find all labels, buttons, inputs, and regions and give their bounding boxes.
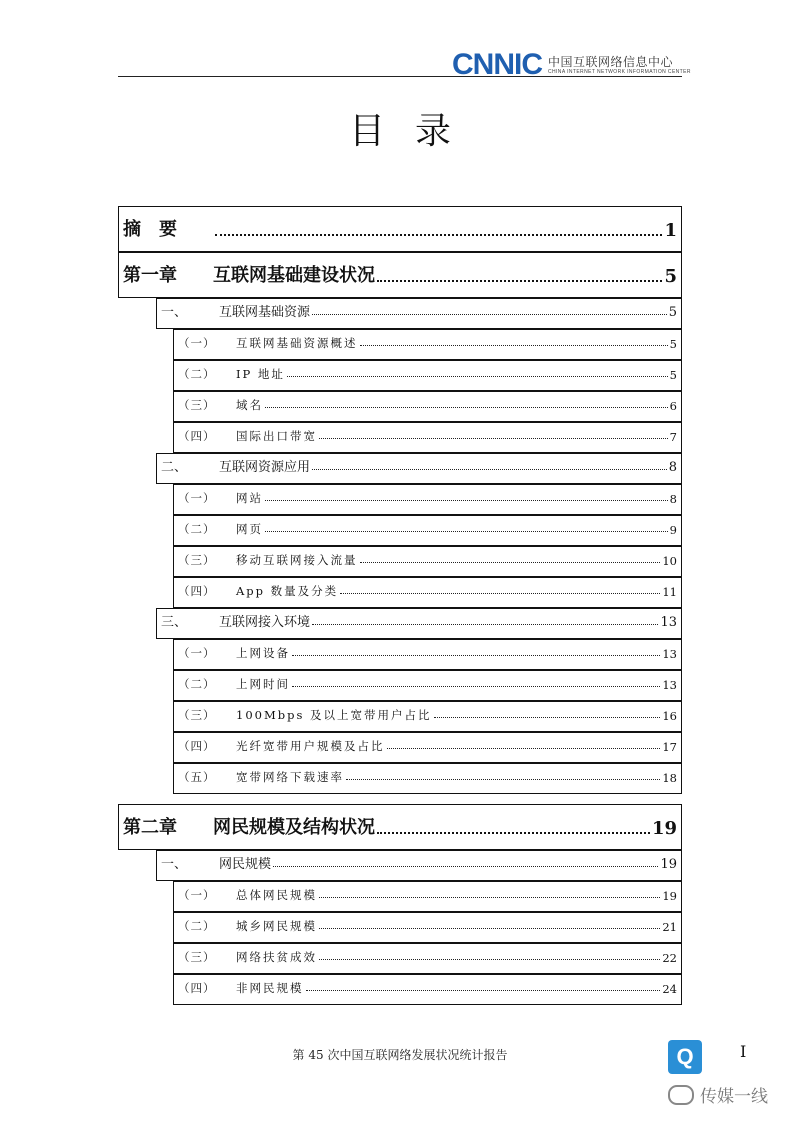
toc-entry-title: 互联网资源应用: [219, 460, 311, 475]
toc-entry-page: 11: [662, 585, 677, 599]
table-of-contents: [118, 206, 682, 1005]
toc-entry-page: 6: [669, 399, 677, 413]
toc-entry-page: 19: [660, 857, 677, 872]
toc-entry-level-2[interactable]: [173, 881, 682, 912]
toc-entry-level-2[interactable]: [173, 974, 682, 1005]
toc-entry-title: 上网时间: [236, 677, 290, 691]
toc-entry-level-1[interactable]: [156, 298, 682, 329]
toc-dot-leader: [265, 407, 668, 408]
watermark-logo-icon: Q: [668, 1040, 702, 1074]
toc-entry-page: 21: [662, 920, 677, 934]
toc-dot-leader: [319, 928, 660, 929]
toc-entry-number: （四）: [178, 739, 216, 753]
toc-entry-number: 第一章: [123, 265, 177, 286]
toc-entry-number: （三）: [178, 398, 216, 412]
toc-entry-number: 一、: [161, 305, 188, 320]
toc-entry-number: （二）: [178, 919, 216, 933]
toc-entry-page: 22: [662, 951, 677, 965]
toc-entry-number: 一、: [161, 857, 188, 872]
toc-entry-title: 上网设备: [236, 646, 290, 660]
toc-entry-number: （四）: [178, 429, 216, 443]
toc-dot-leader: [292, 655, 660, 656]
toc-entry-title: 光纤宽带用户规模及占比: [236, 739, 385, 753]
toc-dot-leader: [312, 624, 658, 625]
toc-entry-level-2[interactable]: [173, 701, 682, 732]
toc-entry-number: （二）: [178, 522, 216, 536]
toc-entry-level-2[interactable]: [173, 912, 682, 943]
toc-entry-level-0[interactable]: [118, 206, 682, 252]
toc-entry-title: 网络扶贫成效: [236, 950, 317, 964]
page-title: 目录: [348, 111, 481, 152]
toc-entry-level-1[interactable]: [156, 608, 682, 639]
watermark-text: 传媒一线: [700, 1087, 768, 1107]
toc-entry-page: 18: [662, 771, 677, 785]
toc-entry-number: 三、: [161, 615, 188, 630]
toc-entry-title: 移动互联网接入流量: [236, 553, 358, 567]
toc-entry-level-0[interactable]: [118, 804, 682, 850]
toc-entry-number: （五）: [178, 770, 216, 784]
toc-entry-title: 100Mbps 及以上宽带用户占比: [236, 708, 432, 722]
toc-entry-title: 网站: [236, 491, 263, 505]
logo-chinese-name: 中国互联网络信息中心: [548, 54, 674, 69]
toc-dot-leader: [312, 314, 667, 315]
toc-entry-title: 互联网基础资源: [219, 305, 311, 320]
toc-dot-leader: [377, 280, 662, 282]
toc-entry-level-1[interactable]: [156, 850, 682, 881]
toc-entry-level-1[interactable]: [156, 453, 682, 484]
cnnic-logo-mark: CNNIC: [452, 48, 542, 81]
toc-entry-title: 非网民规模: [236, 981, 304, 995]
toc-entry-title: 宽带网络下载速率: [236, 770, 344, 784]
footer-report-title: 第 45 次中国互联网络发展状况统计报告: [292, 1048, 508, 1062]
toc-dot-leader: [360, 345, 668, 346]
toc-entry-page: 19: [651, 818, 677, 839]
toc-entry-level-2[interactable]: [173, 360, 682, 391]
toc-dot-leader: [306, 990, 661, 991]
toc-dot-leader: [340, 593, 660, 594]
toc-dot-leader: [273, 866, 658, 867]
toc-entry-page: 5: [664, 266, 677, 287]
toc-dot-leader: [319, 959, 660, 960]
toc-entry-level-2[interactable]: [173, 329, 682, 360]
toc-dot-leader: [434, 717, 661, 718]
toc-entry-number: （四）: [178, 981, 216, 995]
toc-entry-page: 24: [662, 982, 677, 996]
toc-entry-title: 国际出口带宽: [236, 429, 317, 443]
toc-entry-level-0[interactable]: [118, 252, 682, 298]
toc-entry-level-2[interactable]: [173, 515, 682, 546]
wechat-icon: [668, 1085, 694, 1105]
toc-entry-title: App 数量及分类: [236, 584, 339, 598]
toc-entry-title: 互联网接入环境: [219, 615, 311, 630]
toc-entry-page: 7: [669, 430, 677, 444]
toc-dot-leader: [312, 469, 667, 470]
toc-dot-leader: [387, 748, 661, 749]
toc-dot-leader: [265, 500, 668, 501]
toc-entry-number: （二）: [178, 677, 216, 691]
header-rule: [118, 76, 682, 77]
toc-entry-title: 总体网民规模: [236, 888, 317, 902]
toc-dot-leader: [215, 234, 662, 236]
toc-entry-number: （一）: [178, 336, 216, 350]
toc-entry-page: 8: [668, 460, 677, 475]
toc-entry-number: （三）: [178, 950, 216, 964]
toc-entry-level-2[interactable]: [173, 732, 682, 763]
toc-entry-number: 第二章: [123, 817, 177, 838]
toc-dot-leader: [319, 438, 668, 439]
toc-entry-level-2[interactable]: [173, 422, 682, 453]
toc-entry-page: 13: [662, 678, 677, 692]
toc-entry-level-2[interactable]: [173, 670, 682, 701]
toc-entry-level-2[interactable]: [173, 763, 682, 794]
toc-entry-number: （一）: [178, 646, 216, 660]
toc-entry-title: 城乡网民规模: [236, 919, 317, 933]
toc-entry-level-2[interactable]: [173, 639, 682, 670]
toc-entry-page: 5: [669, 337, 677, 351]
toc-entry-page: 16: [662, 709, 677, 723]
toc-entry-level-2[interactable]: [173, 484, 682, 515]
toc-entry-page: 8: [669, 492, 677, 506]
toc-dot-leader: [346, 779, 660, 780]
toc-entry-page: 10: [662, 554, 677, 568]
toc-entry-page: 5: [668, 305, 677, 320]
toc-entry-page: 19: [662, 889, 677, 903]
toc-entry-page: 13: [660, 615, 677, 630]
toc-entry-page: 17: [662, 740, 677, 754]
toc-entry-title: 网民规模: [219, 857, 272, 872]
toc-entry-number: （二）: [178, 367, 216, 381]
watermark: [668, 1082, 768, 1107]
page-number: I: [740, 1042, 747, 1061]
toc-dot-leader: [287, 376, 668, 377]
toc-entry-title: IP 地址: [236, 367, 285, 381]
toc-entry-level-2[interactable]: [173, 577, 682, 608]
toc-dot-leader: [292, 686, 660, 687]
toc-dot-leader: [319, 897, 660, 898]
toc-dot-leader: [377, 832, 650, 834]
toc-entry-title: 互联网基础建设状况: [213, 265, 375, 286]
logo-english-name: CHINA INTERNET NETWORK INFORMATION CENTER: [548, 68, 691, 75]
toc-entry-number: （一）: [178, 491, 216, 505]
toc-entry-page: 9: [669, 523, 677, 537]
toc-entry-number: （三）: [178, 708, 216, 722]
toc-entry-level-2[interactable]: [173, 546, 682, 577]
toc-entry-number: （三）: [178, 553, 216, 567]
toc-entry-page: 1: [664, 220, 677, 241]
toc-entry-title: 网页: [236, 522, 263, 536]
toc-gap: [118, 794, 682, 804]
toc-entry-title: 网民规模及结构状况: [213, 817, 375, 838]
toc-entry-title: 互联网基础资源概述: [236, 336, 358, 350]
toc-entry-level-2[interactable]: [173, 391, 682, 422]
toc-entry-number: （四）: [178, 584, 216, 598]
toc-entry-number: 摘要: [123, 219, 195, 240]
toc-entry-title: 域名: [236, 398, 263, 412]
toc-entry-level-2[interactable]: [173, 943, 682, 974]
toc-entry-number: （一）: [178, 888, 216, 902]
toc-entry-page: 13: [662, 647, 677, 661]
toc-entry-page: 5: [669, 368, 677, 382]
toc-dot-leader: [265, 531, 668, 532]
toc-entry-number: 二、: [161, 460, 188, 475]
toc-dot-leader: [360, 562, 661, 563]
